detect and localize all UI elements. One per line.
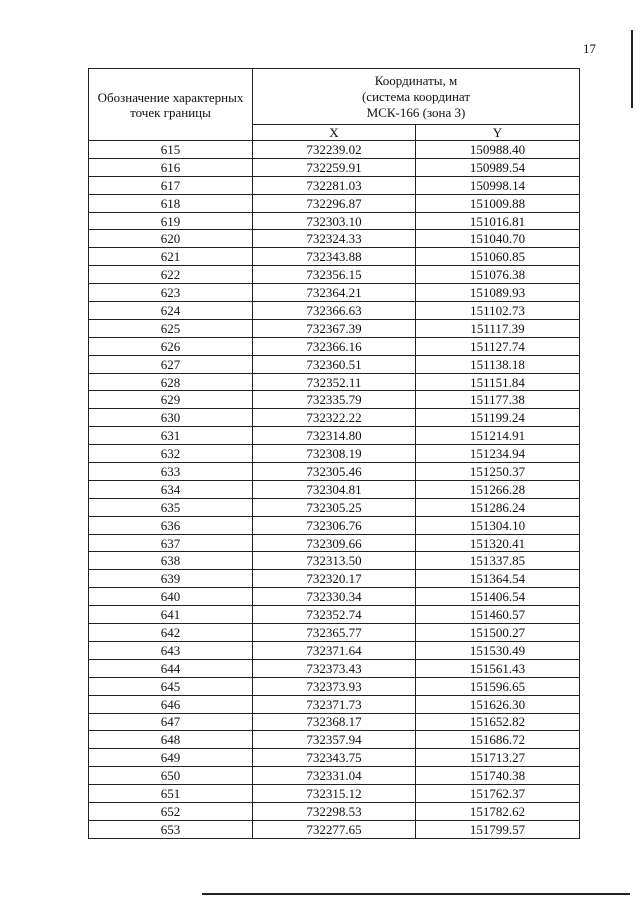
x-coordinate-cell: 732314.80 [253, 427, 416, 445]
x-coordinate-cell: 732356.15 [253, 266, 416, 284]
x-coordinate-cell: 732343.88 [253, 248, 416, 266]
coordinates-header [253, 69, 580, 125]
point-cell: 634 [89, 480, 253, 498]
table-row [89, 498, 580, 516]
y-coordinate-cell: 151250.37 [416, 463, 580, 481]
x-coordinate-cell: 732322.22 [253, 409, 416, 427]
x-coordinate-cell: 732366.63 [253, 302, 416, 320]
point-cell: 621 [89, 248, 253, 266]
table-row [89, 695, 580, 713]
y-coordinate-cell: 151713.27 [416, 749, 580, 767]
y-coordinate-cell: 151016.81 [416, 212, 580, 230]
table-row [89, 802, 580, 820]
y-coordinate-cell: 151151.84 [416, 373, 580, 391]
table-row [89, 552, 580, 570]
coordinates-header-line3: МСК-166 (зона 3) [366, 104, 466, 120]
point-cell: 624 [89, 302, 253, 320]
table-row [89, 785, 580, 803]
x-coordinate-cell: 732365.77 [253, 624, 416, 642]
y-coordinate-cell: 151337.85 [416, 552, 580, 570]
x-coordinate-cell: 732371.73 [253, 695, 416, 713]
x-coordinate-cell: 732352.11 [253, 373, 416, 391]
point-cell: 632 [89, 445, 253, 463]
x-coordinate-cell: 732364.21 [253, 284, 416, 302]
y-coordinate-cell: 151740.38 [416, 767, 580, 785]
y-column-header: Y [416, 125, 580, 141]
table-row [89, 624, 580, 642]
point-cell: 615 [89, 141, 253, 159]
y-coordinate-cell: 151782.62 [416, 802, 580, 820]
x-coordinate-cell: 732352.74 [253, 606, 416, 624]
x-coordinate-cell: 732308.19 [253, 445, 416, 463]
y-coordinate-cell: 151060.85 [416, 248, 580, 266]
x-coordinate-cell: 732277.65 [253, 820, 416, 838]
x-coordinate-cell: 732367.39 [253, 319, 416, 337]
margin-rule [631, 30, 633, 108]
point-designation-header: Обозначение характерных точек границы [89, 69, 253, 141]
y-coordinate-cell: 151076.38 [416, 266, 580, 284]
x-coordinate-cell: 732371.64 [253, 641, 416, 659]
table-row [89, 713, 580, 731]
table-row [89, 212, 580, 230]
x-coordinate-cell: 732320.17 [253, 570, 416, 588]
y-coordinate-cell: 151596.65 [416, 677, 580, 695]
point-cell: 644 [89, 659, 253, 677]
point-cell: 641 [89, 606, 253, 624]
point-cell: 619 [89, 212, 253, 230]
point-cell: 639 [89, 570, 253, 588]
table-row [89, 355, 580, 373]
x-coordinate-cell: 732357.94 [253, 731, 416, 749]
footer-rule [202, 893, 630, 895]
y-coordinate-cell: 151530.49 [416, 641, 580, 659]
table-row [89, 731, 580, 749]
x-coordinate-cell: 732366.16 [253, 337, 416, 355]
point-cell: 630 [89, 409, 253, 427]
x-coordinate-cell: 732313.50 [253, 552, 416, 570]
x-coordinate-cell: 732259.91 [253, 158, 416, 176]
y-coordinate-cell: 151561.43 [416, 659, 580, 677]
x-coordinate-cell: 732309.66 [253, 534, 416, 552]
point-cell: 635 [89, 498, 253, 516]
table-row [89, 445, 580, 463]
table-row [89, 659, 580, 677]
y-coordinate-cell: 151214.91 [416, 427, 580, 445]
y-coordinate-cell: 151009.88 [416, 194, 580, 212]
y-coordinate-cell: 151102.73 [416, 302, 580, 320]
y-coordinate-cell: 151138.18 [416, 355, 580, 373]
table-row [89, 158, 580, 176]
y-coordinate-cell: 150998.14 [416, 176, 580, 194]
x-coordinate-cell: 732315.12 [253, 785, 416, 803]
point-cell: 651 [89, 785, 253, 803]
table-row [89, 373, 580, 391]
table-row [89, 534, 580, 552]
page-number: 17 [583, 41, 596, 56]
coordinates-table [88, 68, 580, 839]
point-cell: 653 [89, 820, 253, 838]
table-row [89, 427, 580, 445]
x-coordinate-cell: 732330.34 [253, 588, 416, 606]
table-header [89, 69, 580, 141]
x-coordinate-cell: 732324.33 [253, 230, 416, 248]
point-cell: 645 [89, 677, 253, 695]
point-cell: 627 [89, 355, 253, 373]
table-row [89, 463, 580, 481]
x-coordinate-cell: 732373.93 [253, 677, 416, 695]
x-coordinate-cell: 732335.79 [253, 391, 416, 409]
table-row [89, 480, 580, 498]
x-coordinate-cell: 732373.43 [253, 659, 416, 677]
point-cell: 626 [89, 337, 253, 355]
x-coordinate-cell: 732306.76 [253, 516, 416, 534]
point-cell: 649 [89, 749, 253, 767]
x-column-header: X [253, 125, 416, 141]
table-row [89, 516, 580, 534]
point-cell: 620 [89, 230, 253, 248]
table-row [89, 176, 580, 194]
y-coordinate-cell: 150988.40 [416, 141, 580, 159]
x-coordinate-cell: 732305.46 [253, 463, 416, 481]
table-row [89, 749, 580, 767]
table-row [89, 319, 580, 337]
table-row [89, 230, 580, 248]
point-cell: 647 [89, 713, 253, 731]
point-cell: 640 [89, 588, 253, 606]
y-coordinate-cell: 151626.30 [416, 695, 580, 713]
y-coordinate-cell: 151177.38 [416, 391, 580, 409]
x-coordinate-cell: 732303.10 [253, 212, 416, 230]
y-coordinate-cell: 151762.37 [416, 785, 580, 803]
point-cell: 618 [89, 194, 253, 212]
table-row [89, 677, 580, 695]
table-row [89, 194, 580, 212]
coordinates-header-line1: Координаты, м [374, 72, 458, 88]
y-coordinate-cell: 151799.57 [416, 820, 580, 838]
y-coordinate-cell: 151500.27 [416, 624, 580, 642]
x-coordinate-cell: 732305.25 [253, 498, 416, 516]
point-cell: 622 [89, 266, 253, 284]
table-row [89, 141, 580, 159]
y-coordinate-cell: 151040.70 [416, 230, 580, 248]
point-cell: 617 [89, 176, 253, 194]
table-body [89, 141, 580, 839]
y-coordinate-cell: 151686.72 [416, 731, 580, 749]
table-row [89, 284, 580, 302]
y-coordinate-cell: 151286.24 [416, 498, 580, 516]
point-cell: 631 [89, 427, 253, 445]
table-row [89, 391, 580, 409]
table-row [89, 606, 580, 624]
table-row [89, 409, 580, 427]
table-row [89, 337, 580, 355]
table-row [89, 302, 580, 320]
point-cell: 616 [89, 158, 253, 176]
y-coordinate-cell: 151364.54 [416, 570, 580, 588]
x-coordinate-cell: 732343.75 [253, 749, 416, 767]
point-cell: 650 [89, 767, 253, 785]
coordinates-header-line2: (система координат [361, 88, 471, 104]
y-coordinate-cell: 151460.57 [416, 606, 580, 624]
y-coordinate-cell: 151652.82 [416, 713, 580, 731]
point-cell: 642 [89, 624, 253, 642]
y-coordinate-cell: 151234.94 [416, 445, 580, 463]
table-row [89, 767, 580, 785]
table-row [89, 266, 580, 284]
point-cell: 643 [89, 641, 253, 659]
point-cell: 623 [89, 284, 253, 302]
table-row [89, 588, 580, 606]
point-cell: 625 [89, 319, 253, 337]
table-row [89, 248, 580, 266]
x-coordinate-cell: 732281.03 [253, 176, 416, 194]
point-cell: 636 [89, 516, 253, 534]
point-cell: 629 [89, 391, 253, 409]
point-cell: 628 [89, 373, 253, 391]
y-coordinate-cell: 151406.54 [416, 588, 580, 606]
y-coordinate-cell: 151117.39 [416, 319, 580, 337]
point-cell: 648 [89, 731, 253, 749]
y-coordinate-cell: 151304.10 [416, 516, 580, 534]
point-cell: 637 [89, 534, 253, 552]
point-cell: 638 [89, 552, 253, 570]
x-coordinate-cell: 732368.17 [253, 713, 416, 731]
table-row [89, 820, 580, 838]
point-cell: 646 [89, 695, 253, 713]
y-coordinate-cell: 151320.41 [416, 534, 580, 552]
x-coordinate-cell: 732331.04 [253, 767, 416, 785]
y-coordinate-cell: 151199.24 [416, 409, 580, 427]
x-coordinate-cell: 732304.81 [253, 480, 416, 498]
x-coordinate-cell: 732360.51 [253, 355, 416, 373]
x-coordinate-cell: 732298.53 [253, 802, 416, 820]
x-coordinate-cell: 732296.87 [253, 194, 416, 212]
point-cell: 633 [89, 463, 253, 481]
table-row [89, 641, 580, 659]
y-coordinate-cell: 150989.54 [416, 158, 580, 176]
table-row [89, 570, 580, 588]
y-coordinate-cell: 151266.28 [416, 480, 580, 498]
point-cell: 652 [89, 802, 253, 820]
x-coordinate-cell: 732239.02 [253, 141, 416, 159]
y-coordinate-cell: 151127.74 [416, 337, 580, 355]
y-coordinate-cell: 151089.93 [416, 284, 580, 302]
